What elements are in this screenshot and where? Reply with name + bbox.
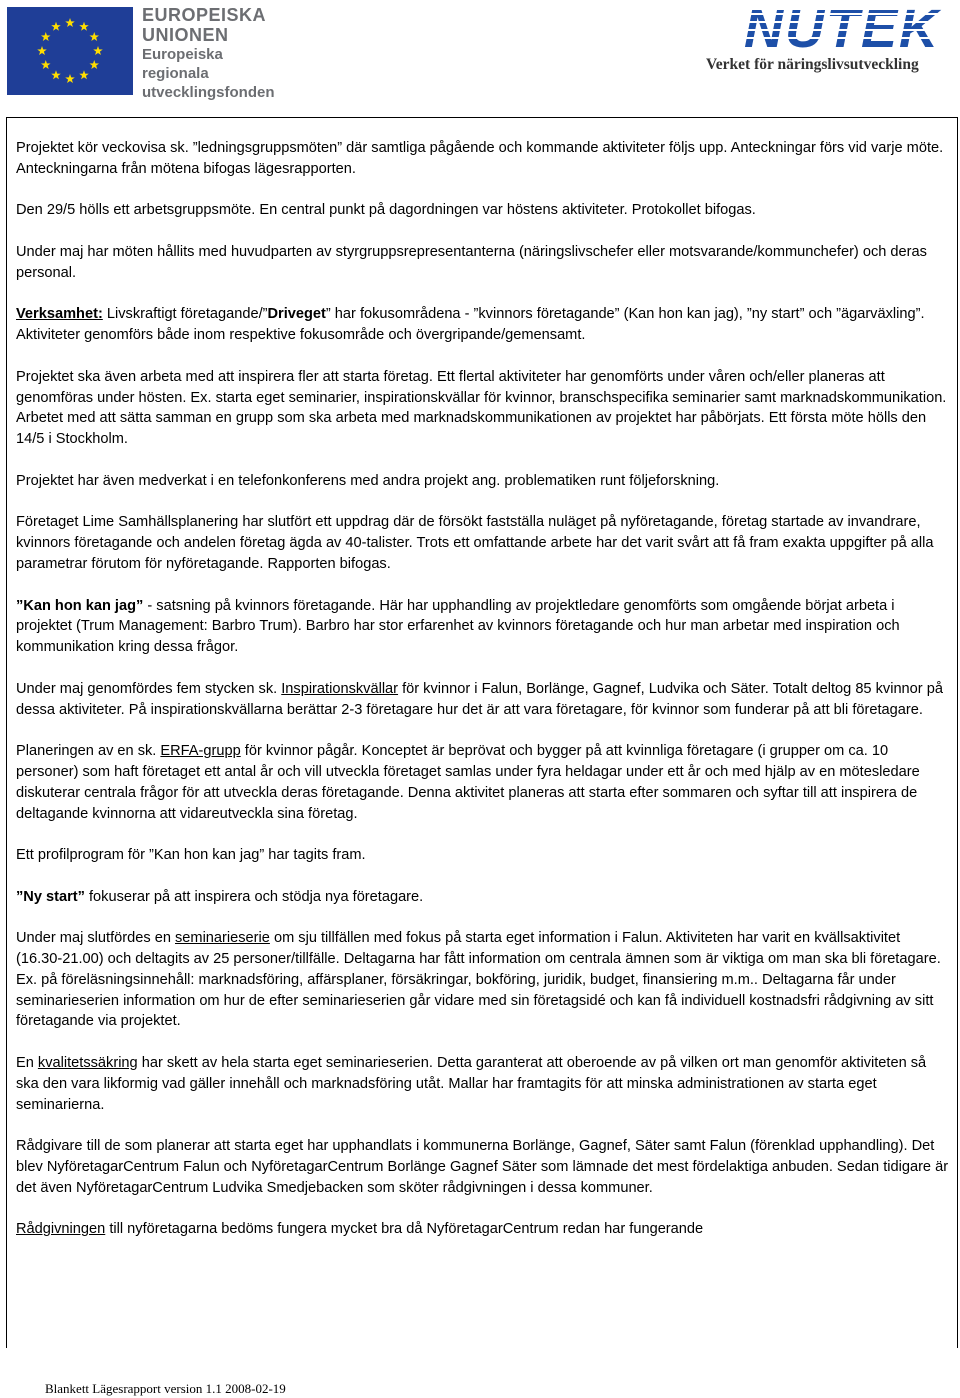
sem-text-a: Under maj slutfördes en (16, 930, 175, 947)
paragraph-inspire: Projektet ska även arbeta med att inspirera fler att starta företag. Ett flertal aktiviteter har genomförts under våren och/eller planeras att genomföras under hösten. Ex. starta eget seminarier, inspirationskvällar för kvinnor, branschspecifika seminarier samt marknadskommunikation. Arbetet med att sätta samman en grupp som ska arbeta med marknadskommunikationen av projektet har påbörjats. Ett första möte hölls den 14/5 i Stockholm. (16, 368, 947, 448)
eu-line-3: Europeiska (142, 46, 223, 63)
nutek-wordmark: NUTEK (744, 0, 940, 56)
paragraph-erfa (16, 741, 950, 824)
kval-text-a: En (16, 1055, 38, 1072)
kvalitetssakring-link: kvalitetssäkring (37, 1055, 138, 1072)
erfa-text-a: Planeringen av en sk. (16, 743, 161, 760)
paragraph-telephone: Projektet har även medverkat i en telefonkonferens med andra projekt ang. problematiken runt följeforskning. (16, 472, 720, 489)
paragraph-inspirationskvallar (16, 679, 950, 721)
ny-start-text: fokuserar på att inspirera och stödja nya företagare. (84, 888, 424, 905)
driveget-label: Driveget (267, 306, 326, 323)
erfa-grupp-link: ERFA-grupp (160, 743, 241, 760)
inspirationskvallar-link: Inspirationskvällar (281, 680, 399, 697)
paragraph-ny-start (16, 887, 950, 908)
verksamhet-label: Verksamhet: (16, 306, 103, 323)
nutek-tagline: Verket för näringslivsutveckling (706, 56, 919, 73)
kan-hon-text: - satsning på kvinnors företagande. Här har upphandling av projektledare genomförts som omgående börjat arbeta i projektet (Trum Management: Barbro Trum). Barbro har stor erfarenhet av kvinnors företagande och hur man arbetar med inspiration och kommunikation kring dessa frågor. (16, 597, 900, 656)
paragraph-verksamhet (16, 304, 950, 346)
page-header (0, 0, 960, 105)
eu-line-2: UNIONEN (142, 25, 229, 45)
kval-text-b: har skett av hela starta eget seminarieserien. Detta garanterat att oberoende av på vilken ort man genomför aktiviteten så ska den vara likformig vad gäller innehåll och marknadsföring utåt. Mallar har framtagits för att minska administrationen av starta eget seminarierna. (16, 1055, 927, 1113)
paragraph-workgroup: Den 29/5 hölls ett arbetsgruppsmöte. En central punkt på dagordningen var höstens aktiviteter. Protokollet bifogas. (16, 202, 756, 219)
paragraph-meetings: Projektet kör veckovisa sk. ”ledningsgruppsmöten” där samtliga pågående och kommande aktiviteter följs upp. Anteckningar förs vid varje möte. Anteckningarna från mötena bifogas lägesrapporten. (16, 140, 944, 177)
insp-text-a: Under maj genomfördes fem stycken sk. (16, 680, 282, 697)
eu-logo-text (142, 5, 282, 102)
erfa-text-b: för kvinnor pågår. Konceptet är beprövat och bygger på att kvinnliga företagare (i grupper om ca. 10 personer) som haft företaget ett antal år och vill utveckla företaget samlas under fyra heldagar under ett år och med hjälp av en mötesledare diskuterar centrala frågor för att utveckla deras företagande. Denna aktivitet planeras att starta efter sommaren och syftar till att inspirera de deltagande kvinnorna att vidareutveckla sina företag. (16, 743, 920, 822)
eu-line-5: utvecklingsfonden (142, 84, 275, 101)
paragraph-radgivare: Rådgivare till de som planerar att starta eget har upphandlats i kommunerna Borlänge, Gagnef, Säter samt Falun (förenklad upphandling). Det blev NyföretagarCentrum Falun och NyföretagarCentrum Borlänge Gagnef Säter som lämnade det mest fördelaktiga anbuden. Sedan tidigare är det även NyföretagarCentrum Ludvika Smedjebacken som sköter rådgivningen i dessa kommuner. (16, 1138, 949, 1196)
paragraph-kan-hon (16, 596, 950, 658)
report-body (16, 138, 950, 1240)
sem-text-b: om sju tillfällen med fokus på starta eget information i Falun. Aktiviteten har varit en kvällsaktivitet (16.30-21.00) och deltagits av 25 personer/tillfälle. Deltagarna har fått information om centrala ämnen som är viktiga om man ska bli företagare. Ex. på föreläsningsinnehåll: marknadsföring, affärsplaner, försäkringar, bokföring, juridik, budget, finansiering m.m.. Deltagarna får under seminarieserien information om hur de efter seminarieserien går vidare med sin företagsidé och kan få individuell kostnadsfri rådgivning av sitt företagande via projektet. (16, 930, 941, 1030)
ny-start-label: ”Ny start” (16, 888, 85, 905)
paragraph-lime: Företaget Lime Samhällsplanering har slutfört ett uppdrag där de försökt fastställa nuläget på nyföretagande, företag startade av invandrare, kvinnors företagande och andelen företag ägda av 40-talister. Trots ett omfattande arbete har det varit svårt att få fram exakta uppgifter på alla parametrar förutom för nyföretagande. Rapporten bifogas. (16, 514, 934, 572)
radgivningen-text: till nyföretagarna bedöms fungera mycket bra då NyföretagarCentrum redan har fungerande (105, 1221, 704, 1238)
kan-hon-label: ”Kan hon kan jag” (16, 597, 144, 614)
verksamhet-text-b: ” har fokusområdena - ”kvinnors företagande” (Kan hon kan jag), ”ny start” och ”ägarväxling”. Aktiviteter genomförs både inom respektive fokusområde och övergripande/gemensamt. (16, 306, 925, 344)
eu-flag-logo (7, 7, 133, 95)
paragraph-radgivningen (16, 1219, 950, 1240)
nutek-wordmark-icon (700, 0, 960, 56)
seminarieserie-link: seminarieserie (175, 930, 270, 947)
radgivningen-link: Rådgivningen (16, 1221, 106, 1238)
eu-line-1: EUROPEISKA (142, 5, 267, 25)
paragraph-seminarieserie (16, 928, 950, 1032)
eu-stars-icon (7, 7, 133, 95)
paragraph-steering: Under maj har möten hållits med huvudparten av styrgruppsrepresentanterna (näringslivschefer eller motsvarande/kommunchefer) och deras personal. (16, 243, 927, 281)
paragraph-profilprogram: Ett profilprogram för ”Kan hon kan jag” har tagits fram. (16, 847, 366, 864)
paragraph-kvalitetssakring (16, 1053, 950, 1115)
verksamhet-text-a: Livskraftigt företagande/” (102, 306, 268, 323)
footer-version: Blankett Lägesrapport version 1.1 2008-02-19 (45, 1381, 286, 1396)
insp-text-b: för kvinnor i Falun, Borlänge, Gagnef, Ludvika och Säter. Totalt deltog 85 kvinnor på dessa aktiviteter. På inspirationskvällarna berättar 2-3 företagare hur det är att vara företagare, för kvinnor som funderar på att bli företagare. (16, 680, 943, 718)
eu-line-4: regionala (142, 65, 209, 82)
